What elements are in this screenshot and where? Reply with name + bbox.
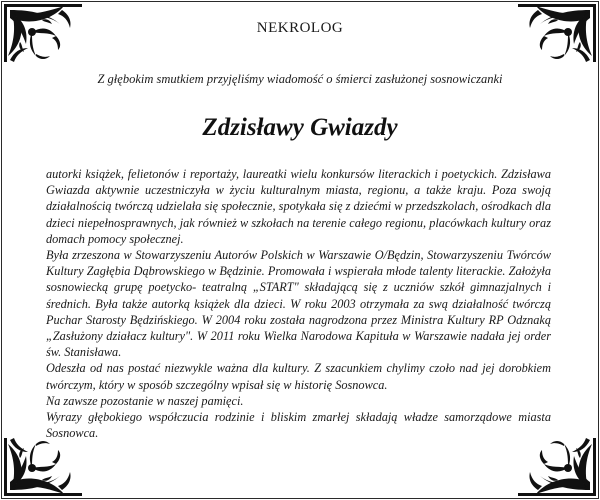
body-paragraph: Wyrazy głębokiego współczucia rodzinie i bliskim zmarłej składają władze samorządowe miasta Sosnowca.: [46, 410, 551, 441]
intro-line: Z głębokim smutkiem przyjęliśmy wiadomość o śmierci zasłużonej sosnowiczanki: [97, 72, 503, 86]
body-paragraph: Odeszła od nas postać niezwykle ważna dla kultury. Z szacunkiem chylimy czoło nad jej dorobkiem twórczym, który w sposób szczególny wpisał się w historię Sosnowca.: [46, 361, 551, 392]
body-paragraph: autorki książek, felietonów i reportaży, laureatki wielu konkursów literackich i poetyckich. Zdzisława Gwiazda aktywnie uczestniczyła w życiu kulturalnym miasta, regionu, a także kraju. Poza swoją działalnością twórczą udzielała się społecznie, spotykała się z dziećmi w przedszkolach, ośrodkach dla dzieci niepełnosprawnych, jak również w szkołach na terenie całego regionu, placówkach kultury oraz domach pomocy społecznej.: [46, 167, 551, 246]
corner-ornament-bottom-right: [516, 436, 598, 498]
deceased-name: Zdzisławy Gwiazdy: [202, 114, 398, 141]
body-paragraph: Była zrzeszona w Stowarzyszeniu Autorów Polskich w Warszawie O/Będzin, Stowarzyszeniu Twórców Kultury Zagłębia Dąbrowskiego w Będzinie. Promowała i wspierała młode talenty literackie. Założyła sosnowiecką grupę poetycko- teatralną „START" składającą się z uczniów szkół gimnazjalnych i średnich. Była także autorką książek dla dzieci. W roku 2003 otrzymała za swą działalność twórczą Puchar Starosty Będzińskiego. W 2004 roku została nagrodzona przez Ministra Kultury RP Odznaką „Zasłużony działacz kultury". W 2011 roku Wielka Narodowa Kapituła w Warszawie nadała jej order św. Stanisława.: [46, 248, 551, 360]
obituary-body: [46, 166, 551, 441]
body-paragraph: Na zawsze pozostanie w naszej pamięci.: [46, 393, 244, 408]
corner-ornament-bottom-left: [2, 436, 84, 498]
document-heading: NEKROLOG: [256, 20, 344, 36]
